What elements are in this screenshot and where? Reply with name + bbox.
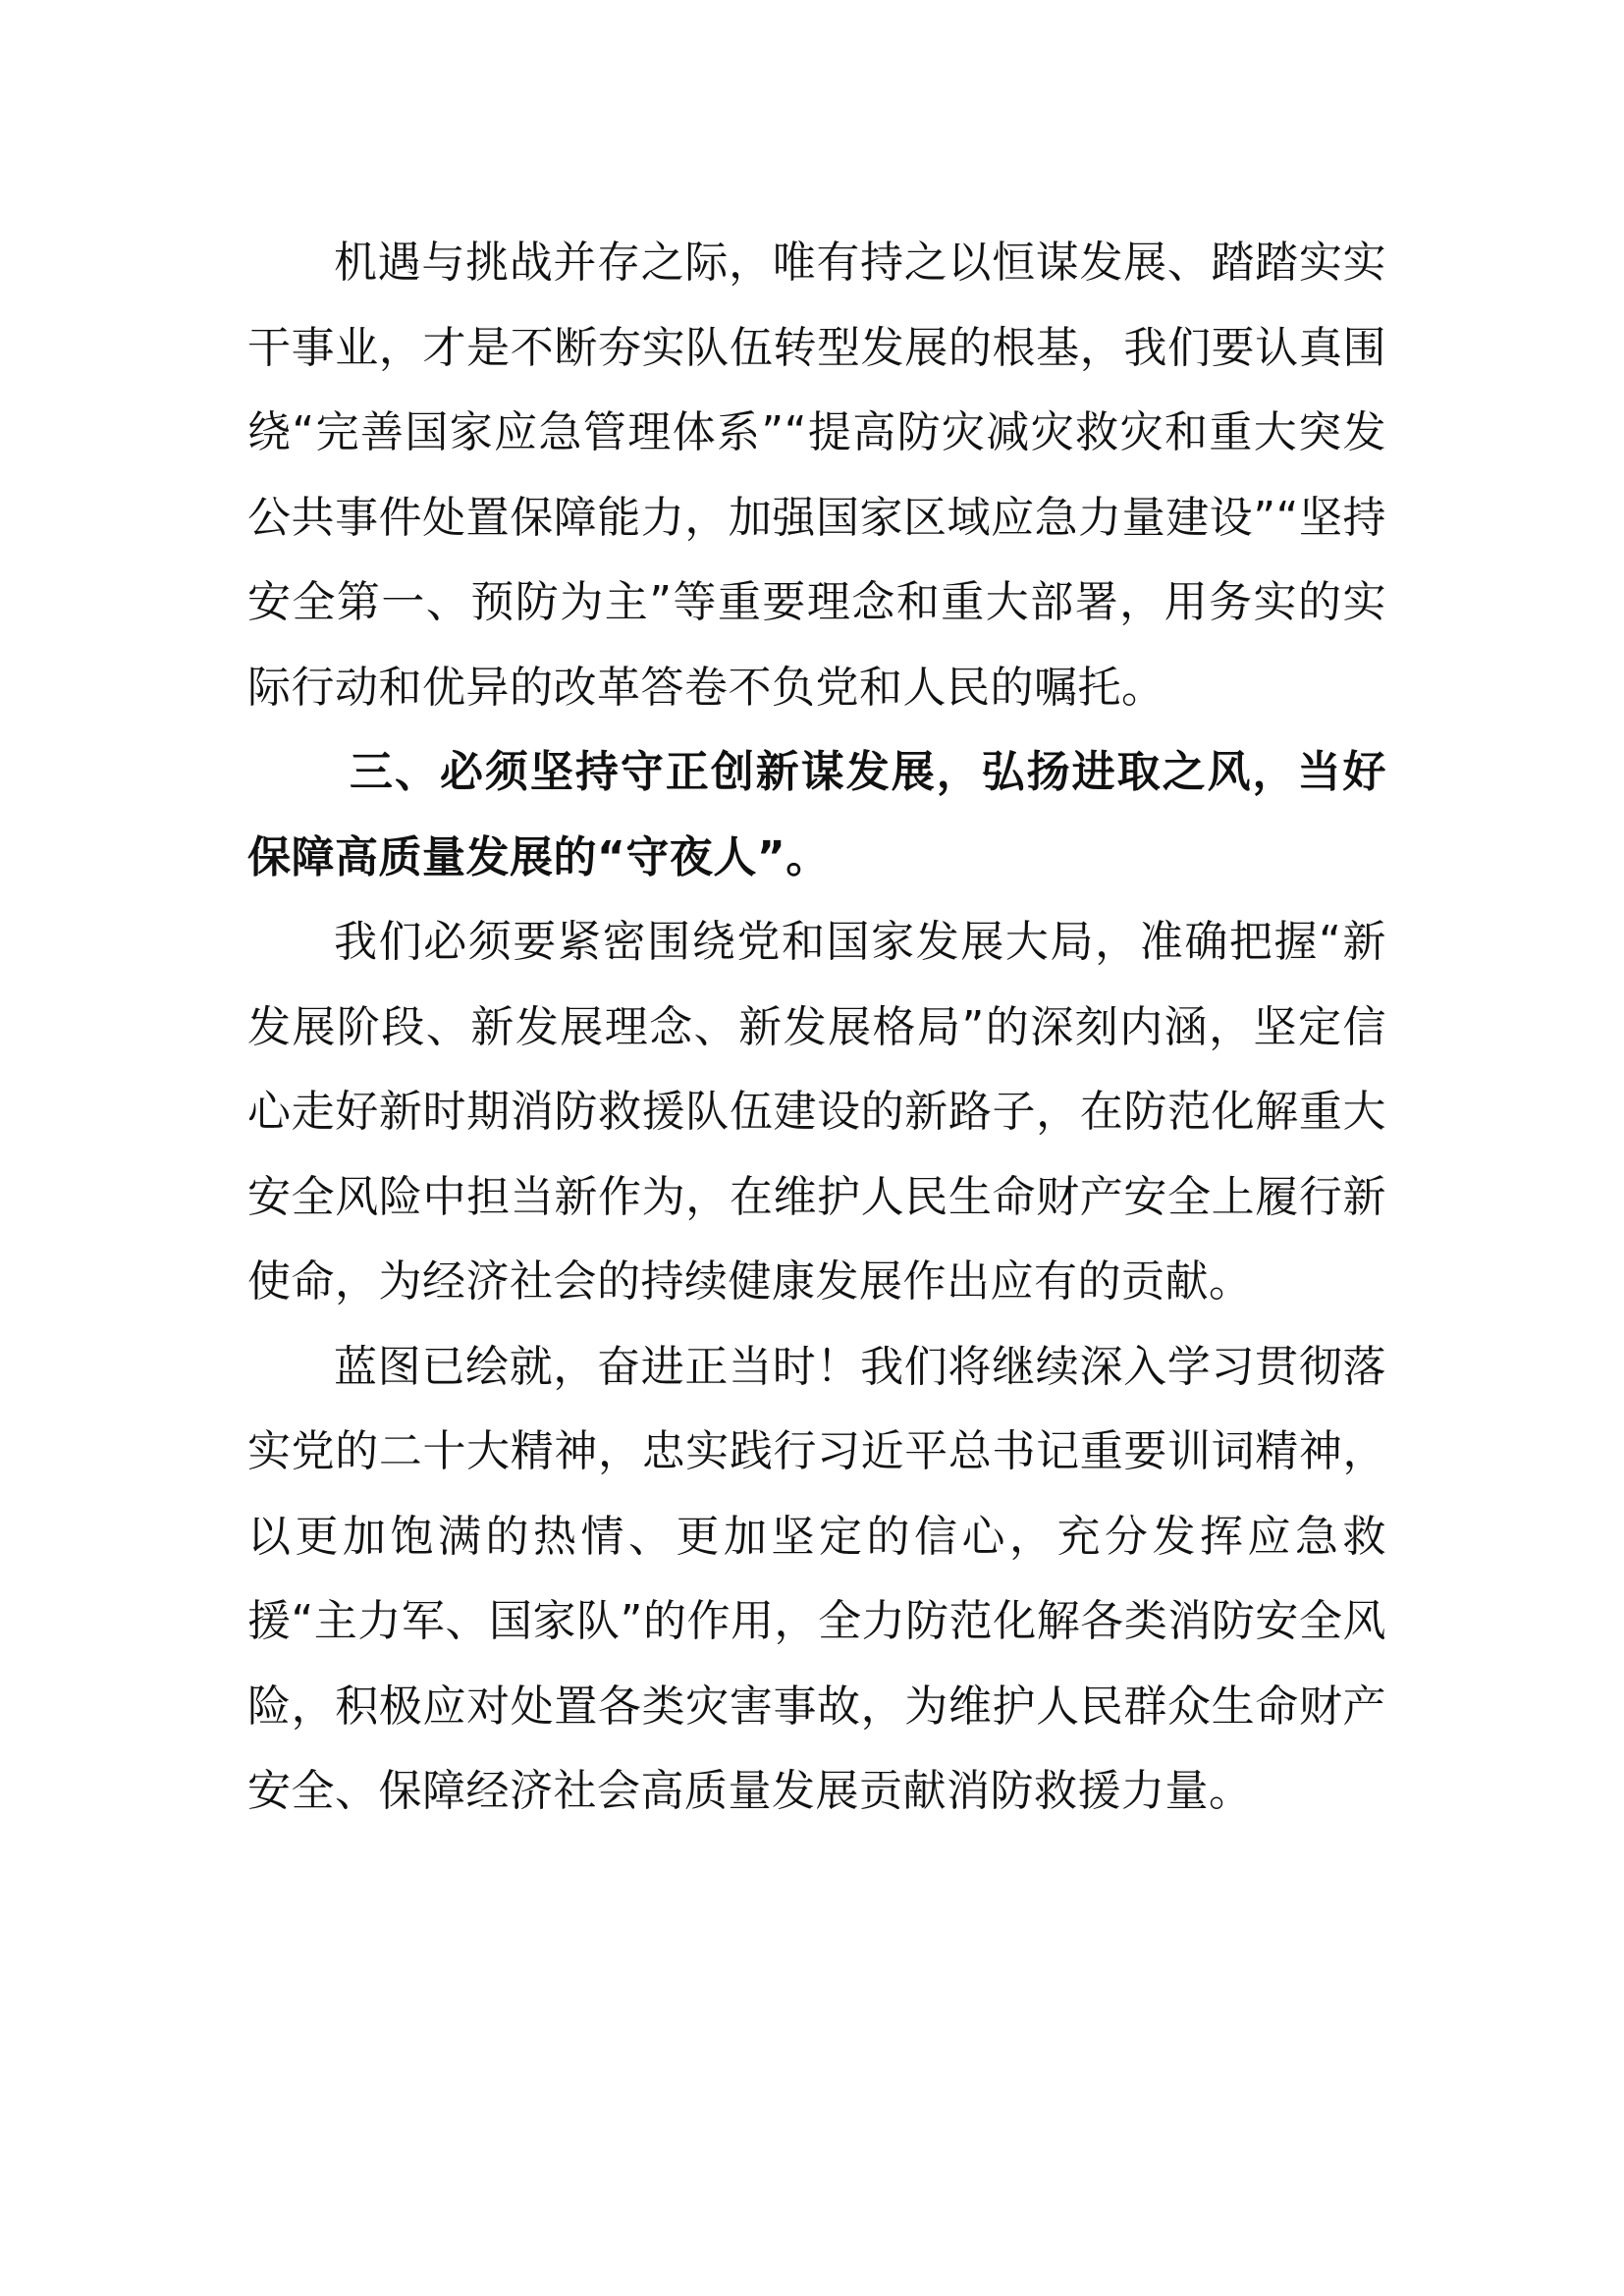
paragraph-blueprint: 蓝图已绘就，奋进正当时！我们将继续深入学习贯彻落实党的二十大精神，忠实践行习近平总书记重要训词精神，以更加饱满的热情、更加坚定的信心，充分发挥应急救援“主力军、国家队”的作用，全力防范化解各类消防安全风险，积极应对处置各类灾害事故，为维护人民群众生命财产安全、保障经济社会高质量发展贡献消防救援力量。: [247, 1341, 1386, 1816]
paragraph-opportunity-challenge: 机遇与挑战并存之际，唯有持之以恒谋发展、踏踏实实干事业，才是不断夯实队伍转型发展的根基，我们要认真围绕“完善国家应急管理体系”“提高防灾减灾救灾和重大突发公共事件处置保障能力，加强国家区域应急力量建设”“坚持安全第一、预防为主”等重要理念和重大部署，用务实的实际行动和优异的改革答卷不负党和人民的嘱托。: [247, 238, 1386, 713]
document-body: [247, 221, 1386, 1835]
paragraph-development-situation: 我们必须要紧密围绕党和国家发展大局，准确把握“新发展阶段、新发展理念、新发展格局”的深刻内涵，坚定信心走好新时期消防救援队伍建设的新路子，在防范化解重大安全风险中担当新作为，在维护人民生命财产安全上履行新使命，为经济社会的持续健康发展作出应有的贡献。: [247, 917, 1386, 1307]
section-heading-three: 三、必须坚持守正创新谋发展，弘扬进取之风，当好保障高质量发展的“守夜人”。: [247, 747, 1386, 882]
